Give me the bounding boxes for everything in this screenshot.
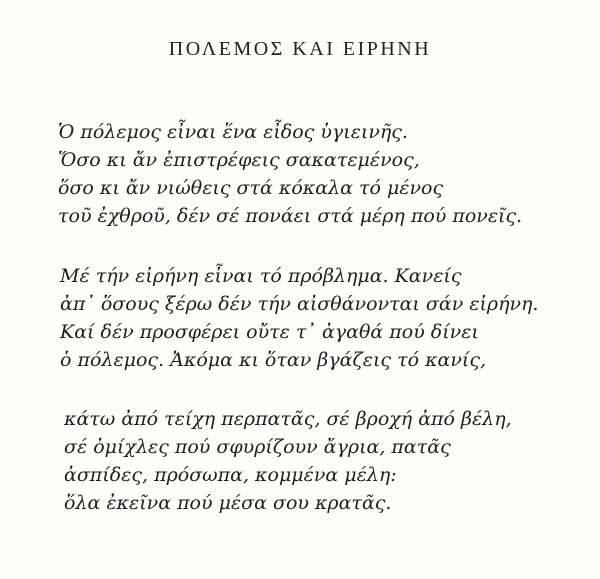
poem-line: σέ ὀμίχλες πού σφυρίζουν ἄγρια, πατᾶς [64,436,451,458]
poem-title: ΠΟΛΕΜΟΣ ΚΑΙ ΕΙΡΗΝΗ [168,38,432,60]
poem-line: ἀσπίδες, πρόσωπα, κομμένα μέλη: [64,464,397,486]
poem-line: Ὁ πόλεμος εἶναι ἕνα εἶδος ὑγιεινῆς. [58,121,408,143]
poem-line: τοῦ ἐχθροῦ, δέν σέ πονάει στά μέρη πού πονεῖς. [58,205,523,227]
poem-line: ὁ πόλεμος. Ἀκόμα κι ὅταν βγάζεις τό κανίς, [60,349,487,371]
stanza-2 [0,262,600,374]
stanza-1 [0,118,600,230]
poem-line: Μέ τήν εἰρήνη εἶναι τό πρόβλημα. Κανείς [60,265,462,287]
stanza-3 [0,405,600,517]
poem-line: Ὅσο κι ἄν ἐπιστρέφεις σακατεμένος, [58,149,420,171]
poem-line: ὅσο κι ἄν νιώθεις στά κόκαλα τό μένος [58,177,444,199]
poem-line: Καί δέν προσφέρει οὔτε τ᾽ ἀγαθά πού δίνει [60,321,479,343]
poem-line: ὅλα ἐκεῖνα πού μέσα σου κρατᾶς. [64,492,392,514]
poem-line: ἀπ᾽ ὅσους ξέρω δέν τήν αἰσθάνονται σάν εἰρήνη. [60,293,539,315]
poem-line: κάτω ἀπό τείχη περπατᾶς, σέ βροχή ἀπό βέλη, [64,408,512,430]
